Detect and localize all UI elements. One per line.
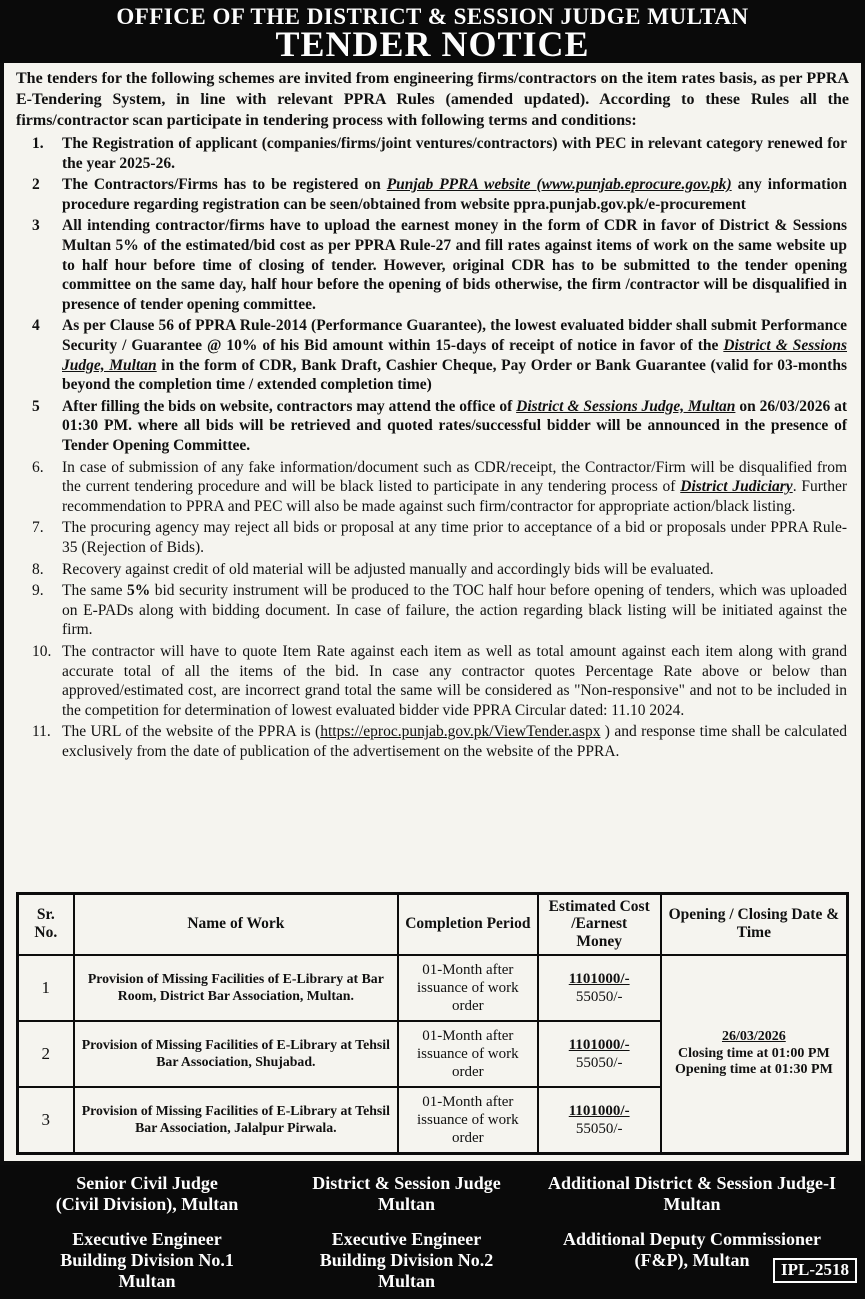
- term-segment: ) and response time shall be calculated exclusively from the date of publication of the advertisement on the website of the PPRA.: [62, 723, 848, 760]
- estimated-cost-cell: [538, 1087, 661, 1154]
- signatory-line: Building Division No.1: [60, 1250, 234, 1271]
- signatory: [0, 1229, 294, 1292]
- signatory-line: Additional Deputy Commissioner: [562, 1229, 821, 1250]
- serial-number-cell: 1: [18, 955, 74, 1021]
- tender-date: 26/03/2026: [721, 1028, 786, 1044]
- term-item: [16, 175, 849, 214]
- term-item: [16, 518, 849, 557]
- term-segment: The Registration of applicant (companies/firms/joint ventures/contractors) with PEC in relevant category renewed for the year: [62, 135, 847, 172]
- notice-header: [0, 0, 865, 63]
- term-segment: The same: [62, 582, 127, 600]
- signatory: [294, 1229, 519, 1292]
- term-text: [62, 722, 849, 761]
- term-segment: 2025-26: [119, 154, 172, 172]
- signatory-line: Building Division No.2: [319, 1250, 494, 1271]
- signatory: [294, 1173, 519, 1215]
- signatory: [519, 1173, 865, 1215]
- terms-list: [16, 134, 849, 763]
- term-text: [62, 642, 849, 720]
- term-segment: After filling the bids on website, contractors may attend the office of: [62, 397, 517, 415]
- term-number: 3: [32, 217, 40, 235]
- earnest-money-value: 55050/-: [575, 989, 623, 1005]
- signature-footer: [0, 1165, 865, 1299]
- signatory-line: Additional District & Session Judge-I: [547, 1173, 836, 1193]
- signatory-line: District & Session Judge: [312, 1173, 501, 1193]
- office-title: OFFICE OF THE DISTRICT & SESSION JUDGE MULTAN: [116, 4, 749, 29]
- estimated-cost-value: 1101000/-: [568, 1103, 630, 1119]
- works-column-header: Name of Work: [74, 893, 398, 955]
- term-segment: of the estimated/bid cost as per PPRA Rule-27 and fill rates against items of work on the same website up to half hour before time of closing of tender. However, original CDR has to be submitted to the tender opening committee on the same day, half hour before the opening of bids otherwise, the firm /contractor will be disqualified in presence of tender opening committee.: [62, 237, 847, 313]
- signatory-line: Executive Engineer: [72, 1229, 222, 1250]
- term-segment: Punjab PPRA website (www.punjab.eprocure.gov.pk): [386, 176, 732, 194]
- term-number: 1.: [32, 135, 44, 153]
- serial-number-cell: 2: [18, 1021, 74, 1087]
- term-text: [62, 216, 849, 314]
- term-segment: of his Bid amount within 15-days of receipt of notice in favor of the: [257, 337, 724, 355]
- serial-number-cell: 3: [18, 1087, 74, 1154]
- name-of-work-cell: Provision of Missing Facilities of E-Library at Tehsil Bar Association, Jalalpur Pirwala.: [74, 1087, 398, 1154]
- works-column-header: Estimated Cost /Earnest Money: [538, 893, 661, 955]
- signatory-line: Multan: [663, 1194, 721, 1215]
- estimated-cost-cell: [538, 955, 661, 1021]
- signatory-line: Executive Engineer: [331, 1229, 482, 1250]
- term-item: [16, 397, 849, 456]
- works-table: [16, 892, 849, 1155]
- earnest-money-value: 55050/-: [575, 1121, 623, 1137]
- signatory-line: (Civil Division), Multan: [55, 1194, 239, 1215]
- term-segment: The procuring agency may reject all bids or proposal at any time prior to acceptance of a bid or proposals under PPRA Rule-35 (Rejection of Bids).: [62, 519, 847, 556]
- intro-paragraph: The tenders for the following schemes are invited from engineering firms/contractors on the item rates basis, as per PPRA E-Tendering System, in line with relevant PPRA Rules (amended updated). According to these Rules all the firms/contractor scan participate in tendering process with following terms and conditions:: [16, 70, 849, 130]
- term-segment: 5%: [115, 237, 139, 255]
- term-segment: Performance Security / Guarantee @ 10%: [62, 317, 847, 355]
- works-column-header: Sr. No.: [18, 893, 74, 955]
- term-number: 7.: [32, 519, 44, 537]
- term-segment: 5%: [126, 582, 151, 600]
- term-text: [62, 581, 849, 640]
- term-number: 9.: [32, 582, 44, 600]
- term-text: [62, 560, 849, 580]
- term-text: [62, 458, 849, 517]
- signatories-grid: [0, 1173, 865, 1292]
- name-of-work-cell: Provision of Missing Facilities of E-Library at Bar Room, District Bar Association, Multan.: [74, 955, 398, 1021]
- term-text: [62, 175, 849, 214]
- term-segment: Recovery against credit of old material will be adjusted manually and accordingly bids will be evaluated.: [62, 560, 714, 578]
- works-column-header: Completion Period: [398, 893, 538, 955]
- term-segment: District Judiciary: [680, 478, 793, 496]
- works-table-row: [18, 955, 848, 1021]
- completion-period-cell: 01-Month after issuance of work order: [398, 955, 538, 1021]
- opening-time: Opening time at 01:30 PM: [674, 1062, 833, 1078]
- term-number: 10.: [32, 642, 52, 660]
- works-column-header: Opening / Closing Date & Time: [661, 893, 848, 955]
- completion-period-cell: 01-Month after issuance of work order: [398, 1087, 538, 1154]
- term-number: 5: [32, 397, 40, 415]
- term-text: [62, 316, 849, 394]
- term-item: [16, 316, 849, 394]
- works-table-header-row: [18, 893, 848, 955]
- signatory-line: Multan: [378, 1271, 436, 1292]
- term-number: 4: [32, 317, 40, 335]
- notice-title: TENDER NOTICE: [275, 24, 590, 64]
- completion-period-cell: 01-Month after issuance of work order: [398, 1021, 538, 1087]
- term-segment: . Further recommendation to PPRA and PEC will also be made against such firm/contractor for appropriate action/black listing.: [62, 478, 848, 515]
- estimated-cost-cell: [538, 1021, 661, 1087]
- term-number: 11.: [32, 723, 51, 741]
- term-text: [62, 397, 849, 456]
- term-text: [62, 518, 849, 557]
- estimated-cost-value: 1101000/-: [568, 1037, 630, 1053]
- term-segment: https://eproc.punjab.gov.pk/ViewTender.aspx: [320, 723, 601, 741]
- term-segment: bid security instrument will be produced to the TOC half hour before opening of tenders, which was uploaded on E-PADs along with bidding document. In case of failure, the action regarding black listing will be initiated against the firm.: [62, 582, 847, 639]
- notice-body: [0, 63, 865, 1165]
- opening-closing-cell: [661, 955, 848, 1154]
- signatory-line: (F&P), Multan: [634, 1250, 750, 1271]
- term-item: [16, 134, 849, 173]
- term-segment: any information procedure regarding registration can be seen/obtained from website ppra.punjab.gov.pk/e-procurement: [62, 176, 847, 213]
- term-segment: District & Sessions Judge, Multan: [516, 397, 736, 415]
- term-segment: District & Sessions Judge, Multan: [62, 337, 848, 374]
- term-segment: The Contractors/Firms has to be registered on: [62, 176, 387, 194]
- term-segment: As per Clause 56 of PPRA Rule-2014 (Performance Guarantee), the lowest evaluated bidder shall submit: [62, 317, 761, 335]
- signatory-line: Multan: [378, 1194, 436, 1215]
- term-number: 6.: [32, 458, 44, 476]
- works-table-head: [18, 893, 848, 955]
- term-number: 2: [32, 176, 40, 194]
- term-segment: .: [171, 154, 175, 172]
- closing-time: Closing time at 01:00 PM: [678, 1045, 830, 1061]
- advert-ref-badge: IPL-2518: [773, 1258, 857, 1283]
- signatory: [0, 1173, 294, 1215]
- term-item: [16, 581, 849, 640]
- term-segment: in the form of CDR, Bank Draft, Cashier Cheque, Pay Order or Bank Guarantee (valid for 03-months beyond the completion time / extended completion time): [62, 356, 847, 394]
- name-of-work-cell: Provision of Missing Facilities of E-Library at Tehsil Bar Association, Shujabad.: [74, 1021, 398, 1087]
- earnest-money-value: 55050/-: [575, 1055, 623, 1071]
- term-number: 8.: [32, 560, 44, 578]
- term-segment: on 26/03/2026 at 01:30 PM. where all bids will be retrieved and quoted rates/successful bidder will be announced in the presence of Tender Opening Committee.: [62, 397, 848, 455]
- term-segment: In case of submission of any fake information/document such as CDR/receipt, the Contractor/Firm will be disqualified from the current tendering procedure and will be black listed to participate in any tendering process of: [62, 458, 847, 496]
- term-item: [16, 560, 849, 580]
- term-item: [16, 216, 849, 314]
- term-segment: The contractor will have to quote Item Rate against each item as well as total amount against each item along with grand accurate total of all the items of the bid. In case any contractor quotes Percentage Rate above or below than approved/estimated cost, are incorrect grand total the same will be considered as "Non-responsive" and not to be included in the competition for determination of lowest evaluated bidder vide PPRA Circular dated: 11.10 2024.: [62, 642, 847, 719]
- signatory-line: Senior Civil Judge: [76, 1173, 218, 1193]
- term-item: [16, 458, 849, 517]
- term-text: [62, 134, 849, 173]
- term-item: [16, 642, 849, 720]
- term-segment: The URL of the website of the PPRA is (: [62, 723, 321, 741]
- term-item: [16, 722, 849, 761]
- term-segment: All intending contractor/firms have to upload the earnest money in the form of CDR in favor of District & Sessions Multan: [62, 217, 847, 255]
- works-table-body: [18, 955, 848, 1154]
- signatory-line: Multan: [118, 1271, 176, 1292]
- estimated-cost-value: 1101000/-: [568, 971, 630, 987]
